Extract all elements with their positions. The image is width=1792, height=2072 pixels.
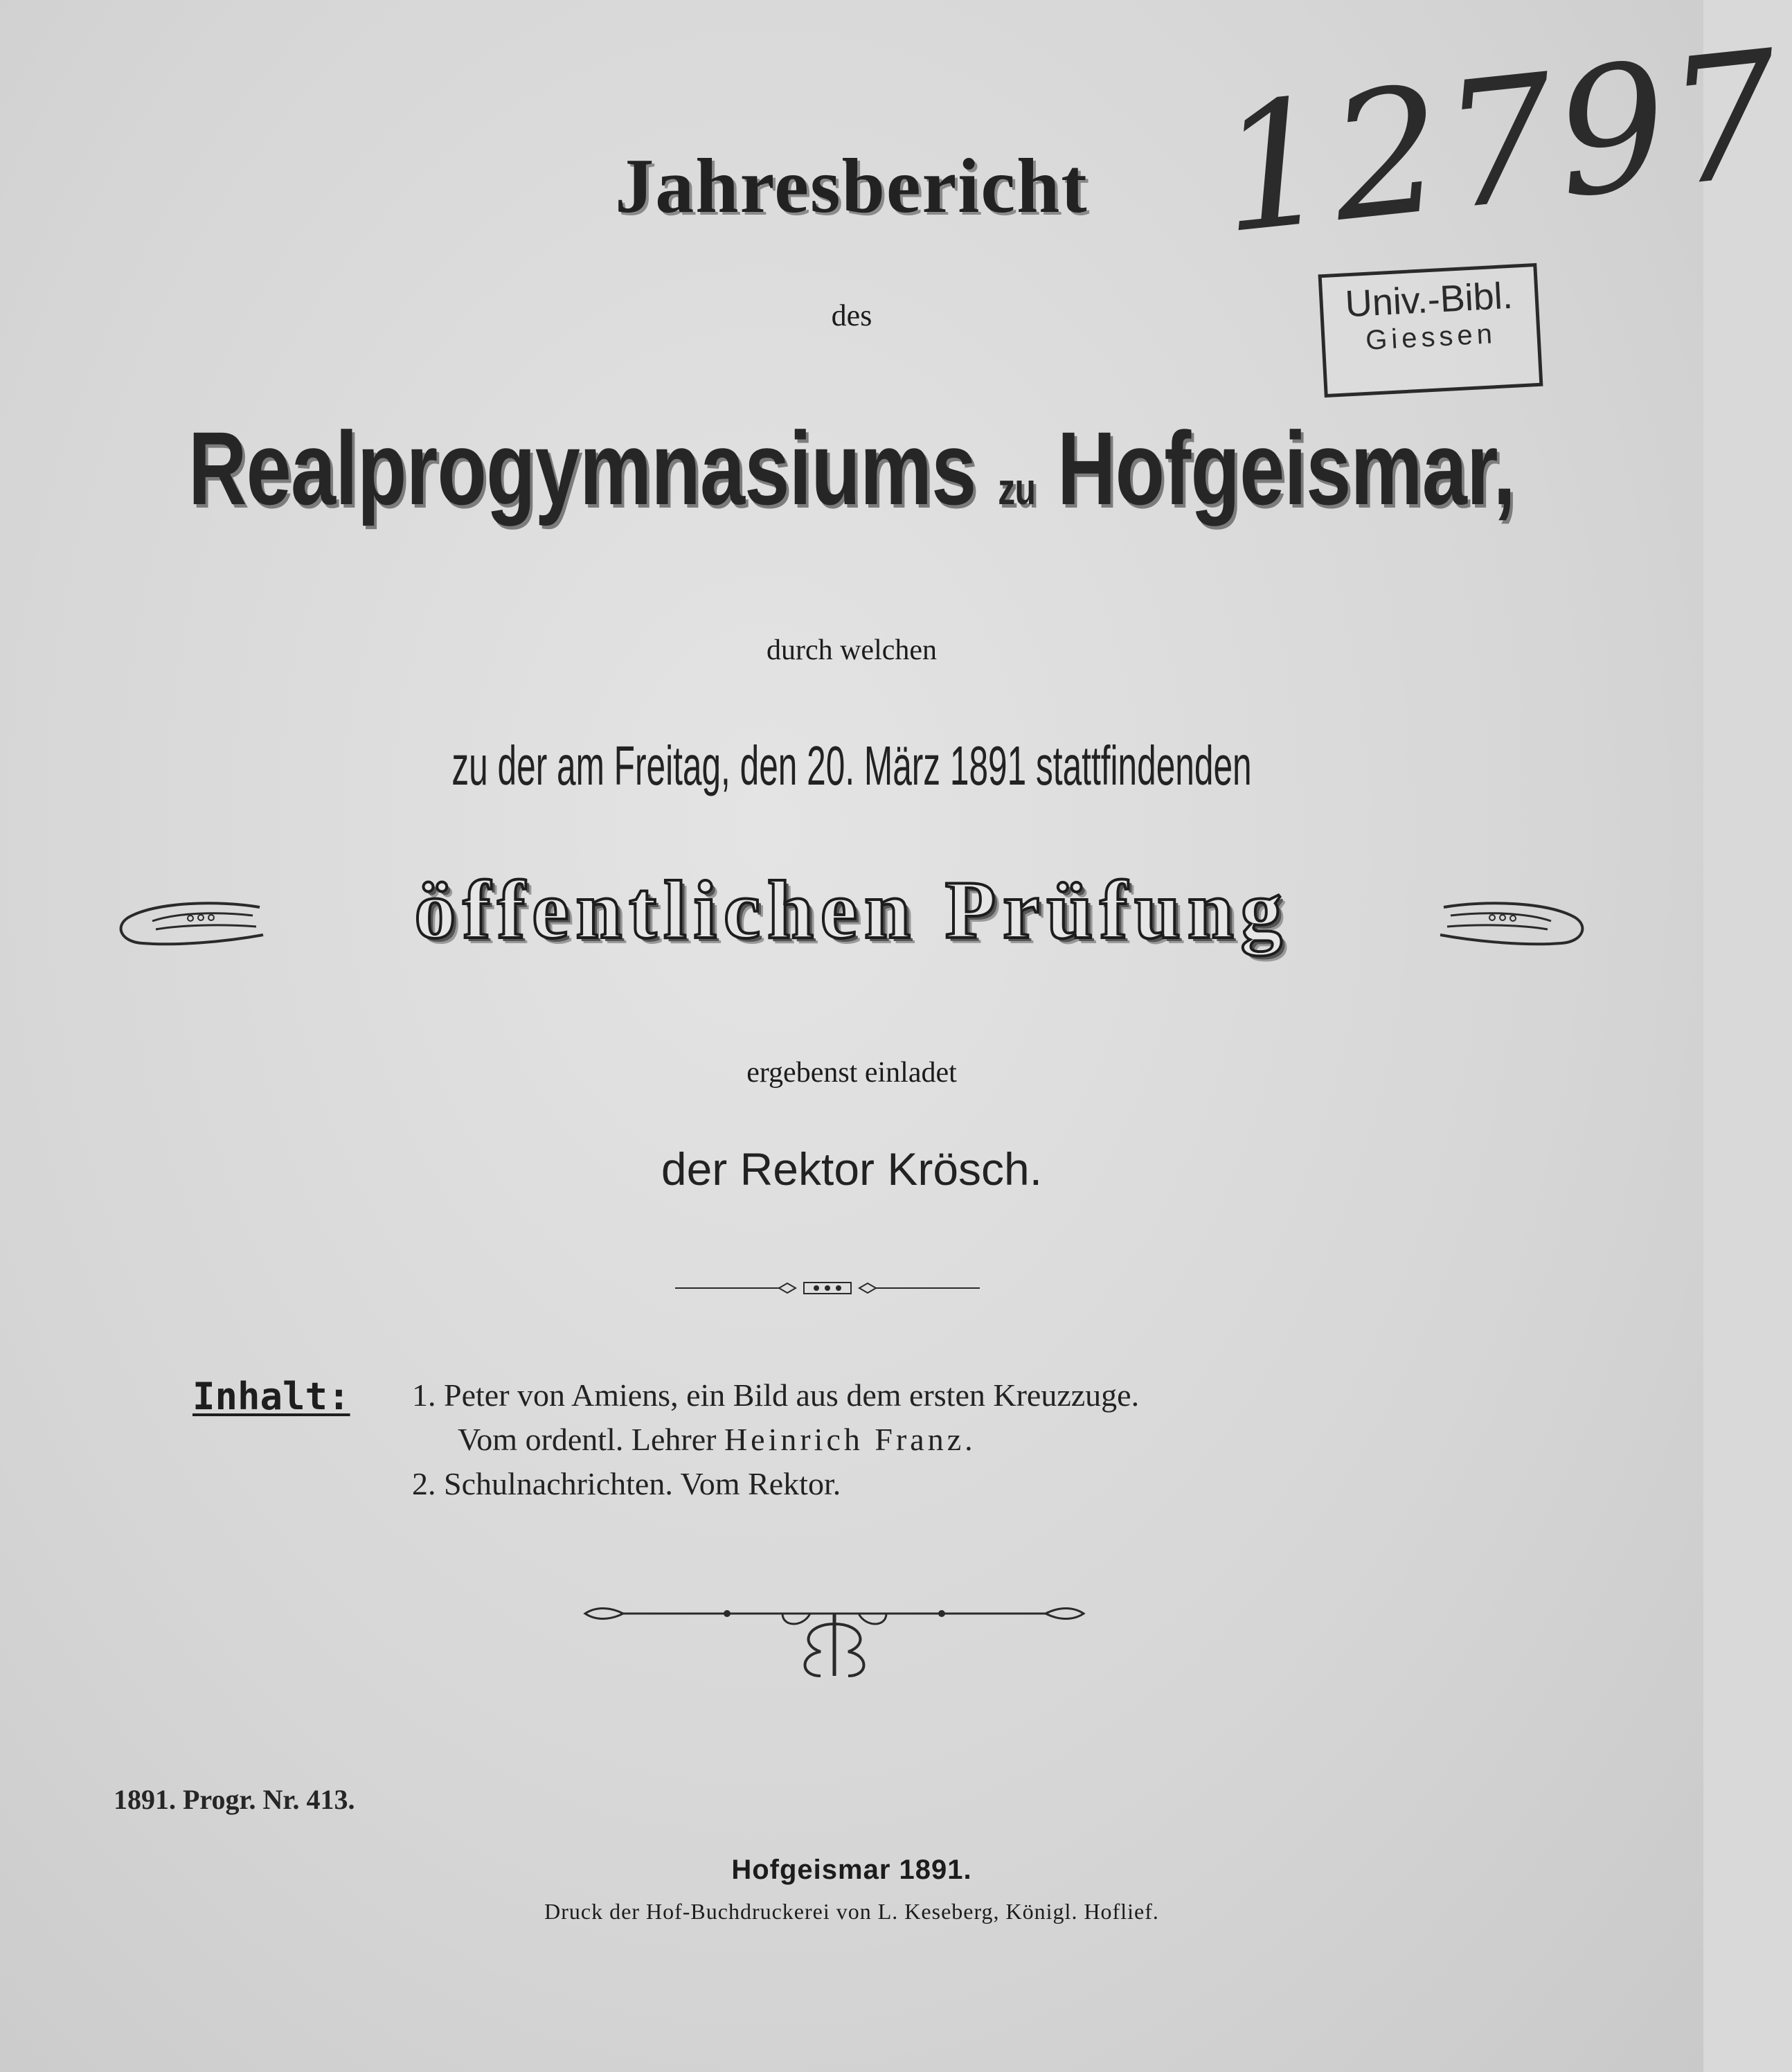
printer-line: Druck der Hof-Buchdruckerei von L. Keseberg, Königl. Hoflief. [544, 1899, 1159, 1924]
title-school-zu: zu [998, 464, 1036, 514]
text-signatory: der Rektor Krösch. [661, 1143, 1043, 1195]
text-des: des [831, 298, 872, 332]
title-school-town: Hofgeismar, [1057, 410, 1516, 526]
text-durch-welchen: durch welchen [766, 634, 938, 666]
contents-list [412, 1373, 1139, 1506]
stamp-line-1: Univ.-Bibl. [1344, 274, 1514, 325]
divider-ornament-bottom [575, 1593, 1094, 1690]
text-ergebenst: ergebenst einladet [746, 1057, 957, 1089]
handwritten-number: 12797 [1210, 12, 1792, 272]
title-event: öffentlichen Prüfung [414, 864, 1289, 956]
stamp-line-2: Giessen [1365, 319, 1497, 356]
program-number: 1891. Progr. Nr. 413. [114, 1784, 355, 1815]
contents-label: Inhalt: [192, 1375, 350, 1418]
divider-ornament-top [675, 1278, 980, 1298]
contents-item-1-author-name: Heinrich Franz. [724, 1422, 976, 1457]
contents-item-1-author [412, 1418, 1139, 1462]
place-year: Hofgeismar 1891. [731, 1855, 972, 1885]
right-flourish-ornament [1430, 893, 1589, 956]
title-jahresbericht: Jahresbericht [615, 143, 1088, 229]
title-school-name: Realprogymnasiums [188, 410, 976, 526]
contents-item-2: 2. Schulnachrichten. Vom Rektor. [412, 1466, 841, 1501]
text-date-line: zu der am Freitag, den 20. März 1891 stattfindenden [451, 735, 1252, 796]
contents-item-1-author-prefix: Vom ordentl. Lehrer [458, 1422, 724, 1457]
title-school [188, 409, 1516, 528]
contents-item-1: 1. Peter von Amiens, ein Bild aus dem ersten Kreuzzuge. [412, 1377, 1140, 1413]
